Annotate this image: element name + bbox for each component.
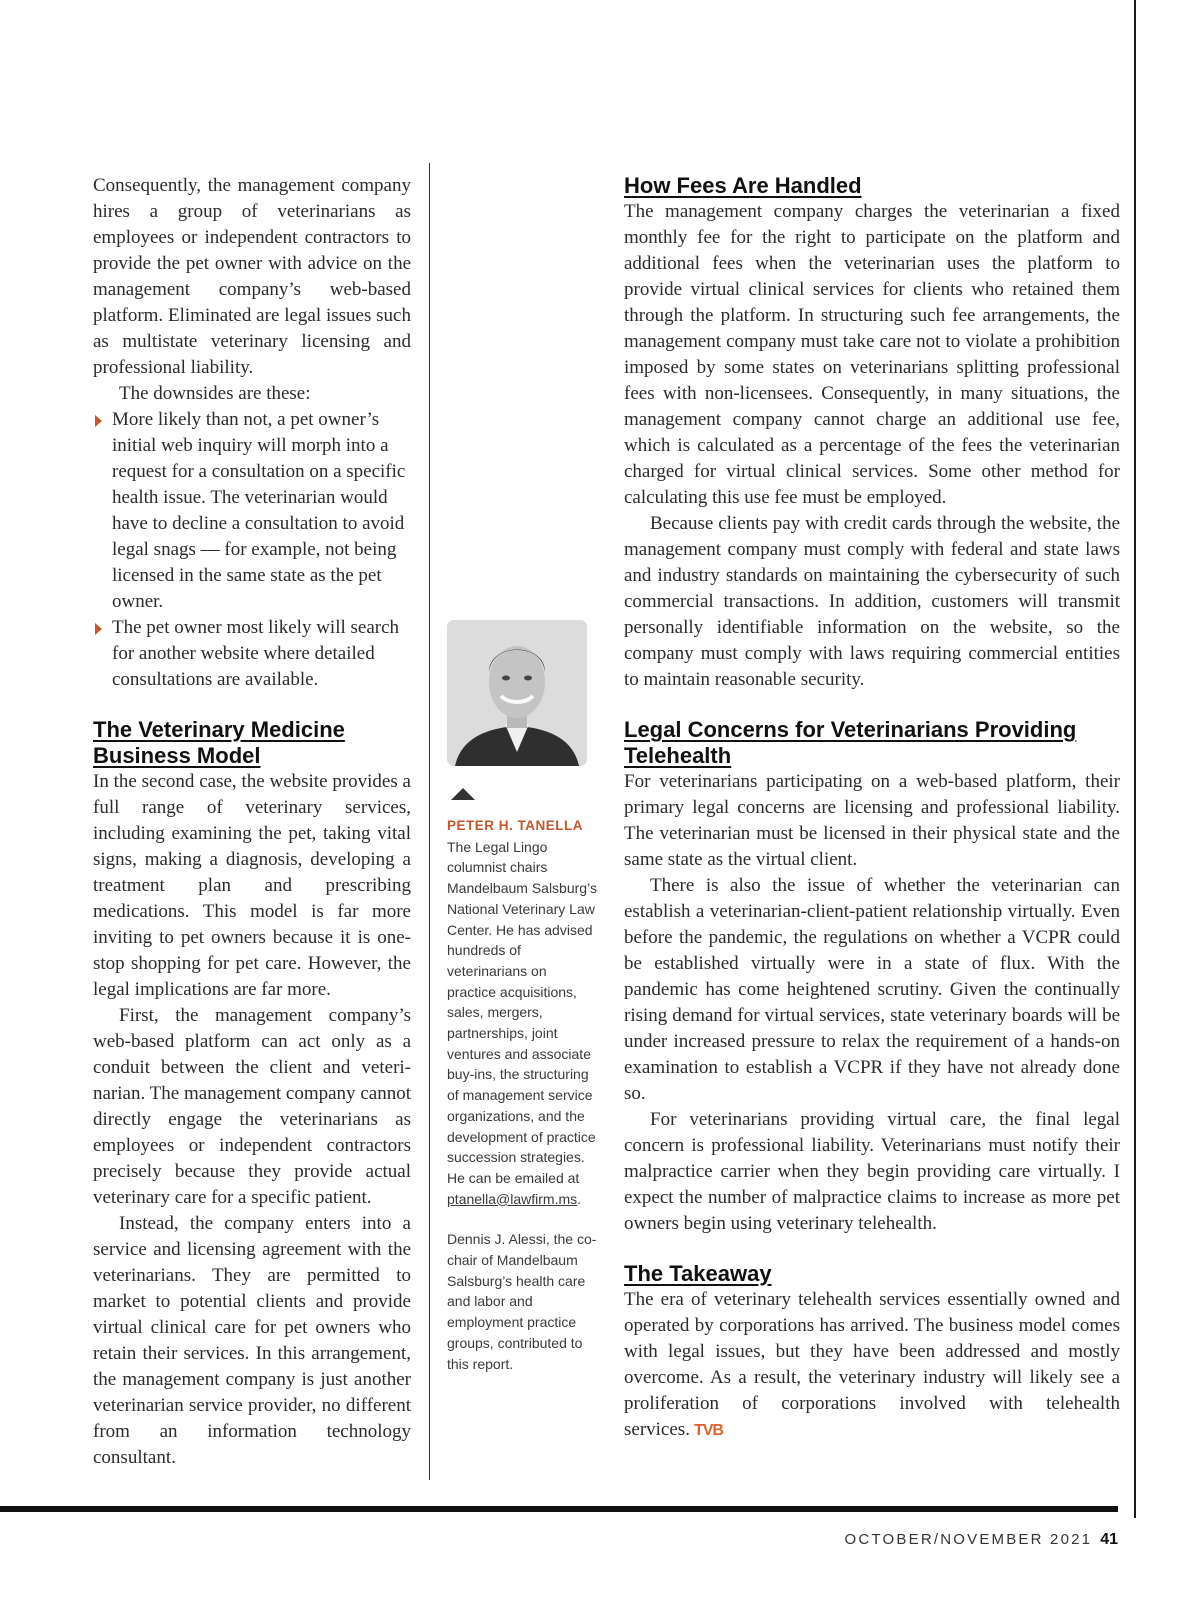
section-heading-fees: How Fees Are Handled <box>624 173 862 198</box>
right-column <box>624 173 1120 1444</box>
issue-date: OCTOBER/NOVEMBER 2021 <box>844 1531 1093 1548</box>
tvb-logo-icon: TVB <box>693 1422 723 1439</box>
right-paragraph-5: For veterinarians providing virtual care, the final legal concern is professional liability. Veterinarians must notify their malpractice carrier when they begin providing care virtually. I expect the number of malpractice claims to increase as more pet owners begin using veterinary telehealth. <box>624 1109 1120 1234</box>
section-heading-business-model: The Veterinary Medicine Business Model <box>93 717 345 768</box>
footer-rule <box>0 1506 1118 1512</box>
left-paragraph-5: Instead, the company enters into a service and licensing agreement with the veterinarians. They are permitted to market to potential clients and provide virtual clinical care for pet owners who retain their services. In this arrangement, the management company is just another veterinarian service provider, no different from an information technology consultant. <box>93 1213 411 1468</box>
page-edge-rule <box>1134 0 1136 1518</box>
downsides-list <box>93 407 411 693</box>
list-item: More likely than not, a pet owner’s initial web inquiry will morph into a request for a consultation on a specific health issue. The veterinarian would have to decline a consultation to avoid legal snags — for example, not being licensed in the same state as the pet owner. <box>93 407 411 615</box>
author-bio: The Legal Lingo columnist chairs Mandelbaum Salsburg’s National Veterinary Law Center. He has advised hundreds of veterinarians on practice acquisitions, sales, mergers, partnerships, joint ventures and associate buy-ins, the structuring of management service organizations, and the development of practice succession strategies. He can be emailed at ptanella@lawfirm.ms. <box>447 838 597 1207</box>
contributor-note: Dennis J. Alessi, the co-chair of Mandelbaum Salsburg’s health care and labor and employment practice groups, contributed to this report. <box>447 1231 597 1372</box>
left-paragraph-4: First, the management company’s web-based platform can act only as a conduit between the client and veterinarian. The management company cannot directly engage the veterinarians as employees or independent contractors precisely because they provide actual veterinary care for a specific patient. <box>93 1005 411 1208</box>
takeaway-text: The era of veterinary telehealth services essentially owned and operated by corporations has arrived. The business model comes with legal issues, but they have been addressed and mostly overcome. As a result, the veterinary industry will likely see a proliferation of corporations involved with telehealth services. <box>624 1289 1120 1440</box>
section-heading-legal-concerns: Legal Concerns for Veterinarians Providing Telehealth <box>624 717 1077 768</box>
right-paragraph-2: Because clients pay with credit cards through the website, the management company must comply with federal and state laws and industry standards on maintaining the cybersecurity of such commercial transactions. In addition, customers will transmit personally identifiable information on the website, so the company must comply with laws requiring commercial entities to maintain reasonable security. <box>624 513 1120 690</box>
author-sidebar <box>447 620 597 1374</box>
page-number: 41 <box>1100 1531 1118 1548</box>
right-paragraph-1: The management company charges the veterinarian a fixed monthly fee for the right to participate on the platform and additional fees when the veterinarian uses the platform to provide virtual clinical services for clients who retained them through the platform. In structuring such fee arrangements, the management company must take care not to violate a prohibition imposed by some states on veterinarians splitting professional fees with non-licensees. Consequently, in many situations, the management company cannot charge an additional use fee, which is calculated as a percentage of the fees the veterinarian charged for virtual clinical services. Some other method for calculating this use fee must be employed. <box>624 201 1120 508</box>
author-name: PETER H. TANELLA <box>447 818 583 833</box>
column-divider <box>429 163 430 1480</box>
left-paragraph-1: Consequently, the management company hires a group of veterinarians as employees or independent contractors to provide the pet owner with advice on the management company’s web-based platform. Eliminated are legal issues such as multistate veterinary licensing and professional liability. <box>93 175 411 378</box>
right-paragraph-3: For veterinarians participating on a web-based platform, their primary legal concerns are licensing and professional liability. The veterinarian must be licensed in their physical state and the same state as the virtual client. <box>624 771 1120 870</box>
left-paragraph-3: In the second case, the website provides a full range of veterinary services, including examining the pet, taking vital signs, making a diagnosis, developing a treatment plan and prescribing medications. This model is far more inviting to pet owners because it is one-stop shopping for pet care. However, the legal implications are far more. <box>93 771 411 1000</box>
caret-up-icon <box>451 788 475 800</box>
right-paragraph-4: There is also the issue of whether the veterinarian can establish a veterinarian-client-patient relationship virtually. Even before the pandemic, the regulations on whether a VCPR could be established virtually were in a state of flux. With the pandemic has come heightened scrutiny. Given the continually rising demand for virtual services, state veterinary boards will be under increased pressure to relax the requirement of a hands-on examination to establish a VCPR if they have not already done so. <box>624 875 1120 1104</box>
section-heading-takeaway: The Takeaway <box>624 1261 772 1286</box>
left-column <box>93 173 411 1471</box>
page-footer <box>845 1531 1118 1549</box>
author-email-link[interactable]: ptanella@lawfirm.ms <box>447 1190 578 1207</box>
list-item: The pet owner most likely will search for another website where detailed consultations are available. <box>93 615 411 693</box>
left-paragraph-2: The downsides are these: <box>119 383 311 404</box>
author-photo <box>447 620 587 766</box>
right-paragraph-6 <box>624 1287 1120 1444</box>
author-bio-text: The Legal Lingo columnist chairs Mandelbaum Salsburg’s National Veterinary Law Center. He has advised hundreds of veterinarians on practice acquisitions, sales, mergers, partnerships, joint ventures and associate buy-ins, the structuring of management service organizations, and the development of practice succession strategies. He can be emailed at <box>447 838 597 1186</box>
